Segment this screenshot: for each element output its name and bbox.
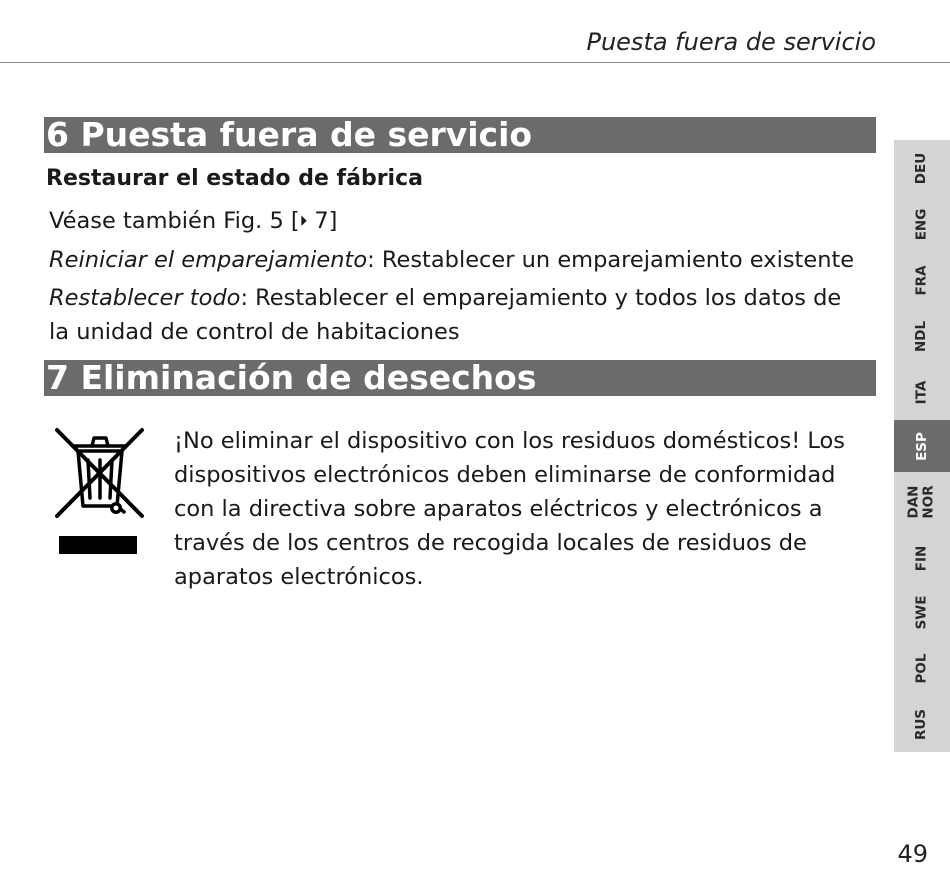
crossed-out-wheelie-bin-icon <box>54 424 146 556</box>
language-tab-fin[interactable] <box>894 532 950 584</box>
language-tab-ita[interactable] <box>894 364 950 420</box>
reset-all-paragraph <box>49 281 864 349</box>
see-also-prefix: Véase también Fig. 5 [ <box>49 208 300 234</box>
language-tab-label: SWE <box>913 595 930 629</box>
header-divider <box>0 62 950 63</box>
language-tab-swe[interactable] <box>894 584 950 640</box>
reset-all-term: Restablecer todo <box>49 285 241 311</box>
disposal-paragraph: ¡No eliminar el dispositivo con los residuos domésticos! Los dispositivos electrónicos deben eliminarse de conformidad con la directiva sobre aparatos eléctricos y electrónicos a través de los centros de recogida locales de residuos de aparatos electrónicos. <box>174 428 846 590</box>
running-header: Puesta fuera de servicio <box>586 28 876 56</box>
reset-pairing-paragraph <box>49 244 869 277</box>
reset-all-desc-2: la unidad de control de habitaciones <box>49 319 460 345</box>
language-tab-ndl[interactable] <box>894 308 950 364</box>
reset-all-desc-1: : Restablecer el emparejamiento y todos los datos de <box>240 285 842 311</box>
language-tab-label: DEU <box>913 152 930 184</box>
language-tab-label: NDL <box>913 320 930 352</box>
reset-pairing-term: Reiniciar el emparejamiento <box>49 247 368 273</box>
language-tab-label: DAN NOR <box>905 485 937 519</box>
language-tab-label: FRA <box>913 264 930 296</box>
reset-pairing-desc: : Restablecer un emparejamiento existente <box>367 247 855 273</box>
language-tab-label: FIN <box>913 545 930 571</box>
language-tab-label: ESP <box>913 431 930 461</box>
language-tab-esp[interactable] <box>894 420 950 472</box>
play-triangle-icon: ⏵ <box>299 212 308 230</box>
language-tab-deu[interactable] <box>894 140 950 196</box>
section-7-heading: 7 Eliminación de desechos <box>44 360 876 396</box>
see-also-suffix: 7] <box>307 208 338 234</box>
factory-reset-subheading: Restaurar el estado de fábrica <box>46 166 423 191</box>
language-tab-label: ITA <box>913 380 930 404</box>
language-tab-fra[interactable] <box>894 252 950 308</box>
section-6-heading: 6 Puesta fuera de servicio <box>44 117 876 153</box>
see-also-paragraph <box>49 205 869 238</box>
language-tab-rus[interactable] <box>894 696 950 752</box>
language-tab-pol[interactable] <box>894 640 950 696</box>
language-tab-dan-nor[interactable] <box>894 472 950 532</box>
page-number: 49 <box>897 840 928 868</box>
language-tab-eng[interactable] <box>894 196 950 252</box>
language-tab-label: ENG <box>913 208 930 240</box>
language-tab-strip <box>894 140 950 752</box>
language-tab-label: POL <box>913 653 930 683</box>
language-tab-label: RUS <box>913 708 930 740</box>
